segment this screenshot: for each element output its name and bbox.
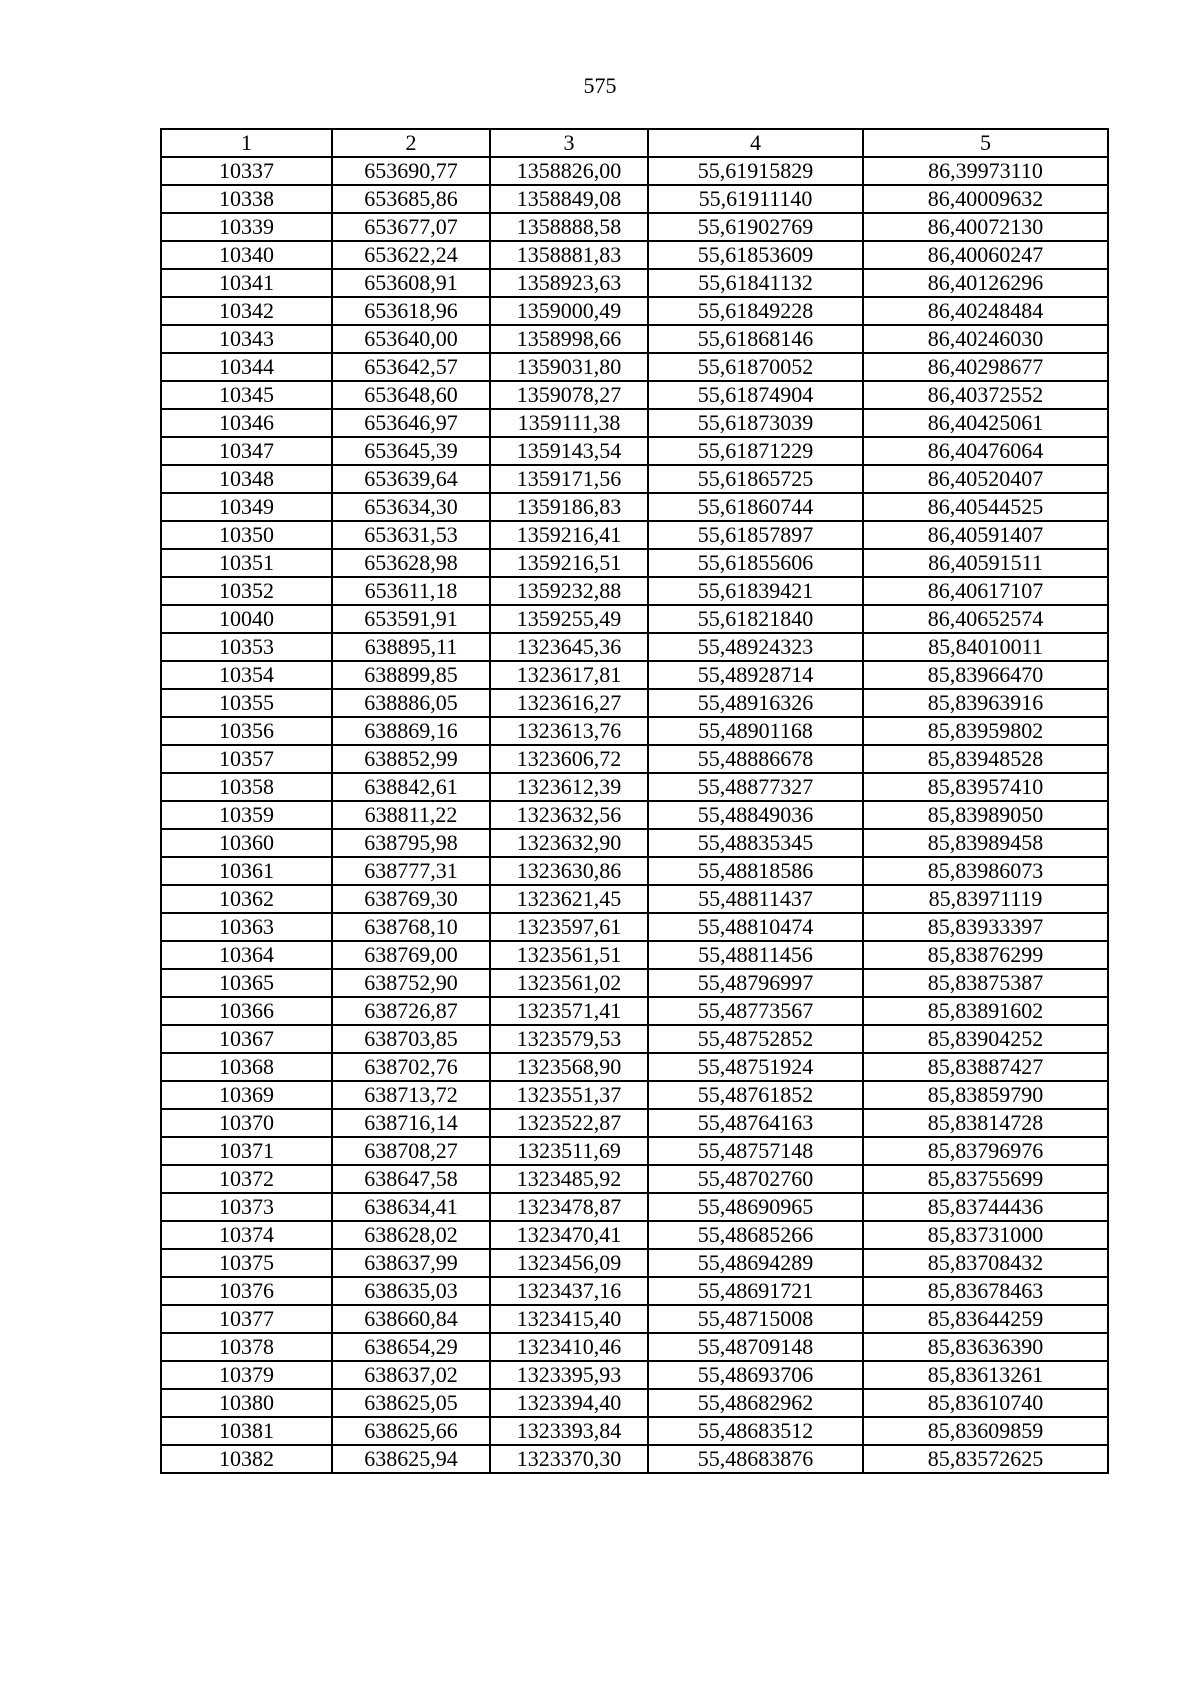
cell-x: 653634,30 [332, 493, 490, 521]
cell-latitude: 55,48682962 [648, 1389, 863, 1417]
cell-x: 653608,91 [332, 269, 490, 297]
cell-latitude: 55,48757148 [648, 1137, 863, 1165]
cell-longitude: 85,83755699 [863, 1165, 1108, 1193]
cell-point-number: 10364 [161, 941, 332, 969]
cell-x: 638628,02 [332, 1221, 490, 1249]
cell-longitude: 85,83959802 [863, 717, 1108, 745]
cell-longitude: 86,40476064 [863, 437, 1108, 465]
table-row [161, 353, 1108, 381]
cell-x: 638716,14 [332, 1109, 490, 1137]
cell-y: 1359186,83 [490, 493, 648, 521]
coordinates-table [160, 128, 1109, 1474]
cell-latitude: 55,48901168 [648, 717, 863, 745]
cell-latitude: 55,48796997 [648, 969, 863, 997]
cell-y: 1359078,27 [490, 381, 648, 409]
cell-x: 638647,58 [332, 1165, 490, 1193]
cell-longitude: 85,83971119 [863, 885, 1108, 913]
cell-latitude: 55,48683876 [648, 1445, 863, 1473]
cell-latitude: 55,48810474 [648, 913, 863, 941]
cell-point-number: 10376 [161, 1277, 332, 1305]
cell-y: 1359143,54 [490, 437, 648, 465]
cell-x: 653631,53 [332, 521, 490, 549]
cell-point-number: 10342 [161, 297, 332, 325]
cell-latitude: 55,61911140 [648, 185, 863, 213]
table-row [161, 325, 1108, 353]
cell-point-number: 10358 [161, 773, 332, 801]
cell-point-number: 10378 [161, 1333, 332, 1361]
cell-longitude: 85,83644259 [863, 1305, 1108, 1333]
cell-y: 1359232,88 [490, 577, 648, 605]
column-header-x: 2 [332, 129, 490, 157]
cell-x: 653640,00 [332, 325, 490, 353]
cell-longitude: 85,83904252 [863, 1025, 1108, 1053]
cell-point-number: 10351 [161, 549, 332, 577]
cell-y: 1358923,63 [490, 269, 648, 297]
cell-y: 1323395,93 [490, 1361, 648, 1389]
cell-latitude: 55,48916326 [648, 689, 863, 717]
cell-point-number: 10372 [161, 1165, 332, 1193]
cell-x: 653639,64 [332, 465, 490, 493]
cell-x: 638637,02 [332, 1361, 490, 1389]
cell-point-number: 10357 [161, 745, 332, 773]
cell-point-number: 10374 [161, 1221, 332, 1249]
cell-longitude: 85,83609859 [863, 1417, 1108, 1445]
cell-latitude: 55,61902769 [648, 213, 863, 241]
cell-latitude: 55,61865725 [648, 465, 863, 493]
cell-point-number: 10345 [161, 381, 332, 409]
table-row [161, 1193, 1108, 1221]
cell-y: 1359216,51 [490, 549, 648, 577]
cell-longitude: 85,83986073 [863, 857, 1108, 885]
cell-y: 1323551,37 [490, 1081, 648, 1109]
table-row [161, 157, 1108, 185]
page-number: 575 [583, 73, 617, 98]
cell-x: 638777,31 [332, 857, 490, 885]
cell-latitude: 55,48709148 [648, 1333, 863, 1361]
cell-y: 1323437,16 [490, 1277, 648, 1305]
cell-latitude: 55,48764163 [648, 1109, 863, 1137]
cell-y: 1323393,84 [490, 1417, 648, 1445]
cell-y: 1358888,58 [490, 213, 648, 241]
cell-point-number: 10353 [161, 633, 332, 661]
table-row [161, 773, 1108, 801]
header-row [161, 129, 1108, 157]
cell-latitude: 55,48811437 [648, 885, 863, 913]
cell-point-number: 10343 [161, 325, 332, 353]
cell-point-number: 10040 [161, 605, 332, 633]
cell-x: 638842,61 [332, 773, 490, 801]
cell-latitude: 55,61860744 [648, 493, 863, 521]
cell-x: 638852,99 [332, 745, 490, 773]
cell-y: 1323645,36 [490, 633, 648, 661]
cell-x: 653677,07 [332, 213, 490, 241]
cell-x: 653645,39 [332, 437, 490, 465]
table-row [161, 1333, 1108, 1361]
table-body [161, 157, 1108, 1473]
table-row [161, 1361, 1108, 1389]
cell-point-number: 10366 [161, 997, 332, 1025]
table-row [161, 1165, 1108, 1193]
cell-y: 1358998,66 [490, 325, 648, 353]
cell-latitude: 55,61849228 [648, 297, 863, 325]
cell-longitude: 86,40591407 [863, 521, 1108, 549]
cell-longitude: 86,40009632 [863, 185, 1108, 213]
cell-x: 638702,76 [332, 1053, 490, 1081]
cell-longitude: 85,83989458 [863, 829, 1108, 857]
cell-x: 638625,94 [332, 1445, 490, 1473]
cell-point-number: 10381 [161, 1417, 332, 1445]
cell-point-number: 10359 [161, 801, 332, 829]
table-row [161, 521, 1108, 549]
cell-longitude: 85,83957410 [863, 773, 1108, 801]
cell-latitude: 55,61841132 [648, 269, 863, 297]
table-row [161, 213, 1108, 241]
table-row [161, 1137, 1108, 1165]
table-row [161, 1445, 1108, 1473]
table-header [161, 129, 1108, 157]
cell-longitude: 85,83948528 [863, 745, 1108, 773]
cell-x: 638795,98 [332, 829, 490, 857]
cell-x: 638708,27 [332, 1137, 490, 1165]
cell-longitude: 85,83891602 [863, 997, 1108, 1025]
cell-x: 653685,86 [332, 185, 490, 213]
cell-y: 1323568,90 [490, 1053, 648, 1081]
cell-latitude: 55,48928714 [648, 661, 863, 689]
cell-point-number: 10348 [161, 465, 332, 493]
cell-longitude: 85,83933397 [863, 913, 1108, 941]
cell-y: 1323630,86 [490, 857, 648, 885]
cell-y: 1323597,61 [490, 913, 648, 941]
cell-point-number: 10340 [161, 241, 332, 269]
cell-x: 638634,41 [332, 1193, 490, 1221]
cell-x: 638811,22 [332, 801, 490, 829]
cell-x: 638752,90 [332, 969, 490, 997]
cell-x: 653646,97 [332, 409, 490, 437]
cell-x: 638654,29 [332, 1333, 490, 1361]
cell-longitude: 85,84010011 [863, 633, 1108, 661]
cell-latitude: 55,61853609 [648, 241, 863, 269]
cell-longitude: 86,40520407 [863, 465, 1108, 493]
cell-x: 653642,57 [332, 353, 490, 381]
cell-longitude: 85,83875387 [863, 969, 1108, 997]
table-row [161, 857, 1108, 885]
column-header-latitude: 4 [648, 129, 863, 157]
cell-point-number: 10354 [161, 661, 332, 689]
cell-y: 1323370,30 [490, 1445, 648, 1473]
cell-point-number: 10362 [161, 885, 332, 913]
cell-longitude: 86,40246030 [863, 325, 1108, 353]
cell-longitude: 86,40248484 [863, 297, 1108, 325]
cell-latitude: 55,48690965 [648, 1193, 863, 1221]
cell-longitude: 85,83610740 [863, 1389, 1108, 1417]
cell-y: 1323606,72 [490, 745, 648, 773]
cell-longitude: 85,83989050 [863, 801, 1108, 829]
cell-latitude: 55,61874904 [648, 381, 863, 409]
cell-latitude: 55,61871229 [648, 437, 863, 465]
cell-longitude: 85,83678463 [863, 1277, 1108, 1305]
cell-point-number: 10370 [161, 1109, 332, 1137]
table-row [161, 437, 1108, 465]
table-row [161, 465, 1108, 493]
cell-latitude: 55,48835345 [648, 829, 863, 857]
cell-point-number: 10350 [161, 521, 332, 549]
table-row [161, 549, 1108, 577]
cell-x: 653622,24 [332, 241, 490, 269]
table-row [161, 1417, 1108, 1445]
cell-longitude: 86,40298677 [863, 353, 1108, 381]
cell-y: 1323579,53 [490, 1025, 648, 1053]
cell-latitude: 55,61857897 [648, 521, 863, 549]
cell-y: 1323470,41 [490, 1221, 648, 1249]
cell-y: 1323561,51 [490, 941, 648, 969]
cell-latitude: 55,61855606 [648, 549, 863, 577]
cell-y: 1323571,41 [490, 997, 648, 1025]
cell-x: 653591,91 [332, 605, 490, 633]
cell-x: 653611,18 [332, 577, 490, 605]
table-row [161, 493, 1108, 521]
cell-x: 638869,16 [332, 717, 490, 745]
cell-y: 1359031,80 [490, 353, 648, 381]
table-row [161, 1221, 1108, 1249]
cell-y: 1359255,49 [490, 605, 648, 633]
cell-y: 1359171,56 [490, 465, 648, 493]
table-row [161, 661, 1108, 689]
cell-latitude: 55,48811456 [648, 941, 863, 969]
table-row [161, 633, 1108, 661]
cell-point-number: 10341 [161, 269, 332, 297]
column-header-point-number: 1 [161, 129, 332, 157]
table-row [161, 913, 1108, 941]
table-row [161, 185, 1108, 213]
cell-longitude: 86,40591511 [863, 549, 1108, 577]
cell-longitude: 85,83731000 [863, 1221, 1108, 1249]
cell-point-number: 10382 [161, 1445, 332, 1473]
cell-longitude: 85,83859790 [863, 1081, 1108, 1109]
cell-latitude: 55,61873039 [648, 409, 863, 437]
cell-longitude: 85,83572625 [863, 1445, 1108, 1473]
cell-latitude: 55,48751924 [648, 1053, 863, 1081]
cell-x: 638886,05 [332, 689, 490, 717]
cell-point-number: 10347 [161, 437, 332, 465]
cell-latitude: 55,48694289 [648, 1249, 863, 1277]
cell-y: 1358826,00 [490, 157, 648, 185]
cell-point-number: 10380 [161, 1389, 332, 1417]
cell-point-number: 10346 [161, 409, 332, 437]
cell-longitude: 86,40126296 [863, 269, 1108, 297]
table-row [161, 1053, 1108, 1081]
cell-x: 638768,10 [332, 913, 490, 941]
table-row [161, 885, 1108, 913]
cell-point-number: 10339 [161, 213, 332, 241]
cell-point-number: 10379 [161, 1361, 332, 1389]
cell-x: 638703,85 [332, 1025, 490, 1053]
table-row [161, 1249, 1108, 1277]
cell-x: 638769,30 [332, 885, 490, 913]
cell-x: 638895,11 [332, 633, 490, 661]
cell-point-number: 10373 [161, 1193, 332, 1221]
cell-point-number: 10375 [161, 1249, 332, 1277]
cell-longitude: 85,83887427 [863, 1053, 1108, 1081]
table-row [161, 941, 1108, 969]
cell-x: 638769,00 [332, 941, 490, 969]
cell-longitude: 85,83966470 [863, 661, 1108, 689]
cell-longitude: 85,83796976 [863, 1137, 1108, 1165]
cell-x: 638726,87 [332, 997, 490, 1025]
cell-y: 1323632,56 [490, 801, 648, 829]
table-row [161, 689, 1108, 717]
cell-x: 638637,99 [332, 1249, 490, 1277]
cell-longitude: 85,83963916 [863, 689, 1108, 717]
cell-longitude: 85,83814728 [863, 1109, 1108, 1137]
cell-point-number: 10355 [161, 689, 332, 717]
cell-y: 1358849,08 [490, 185, 648, 213]
cell-latitude: 55,61839421 [648, 577, 863, 605]
table-row [161, 969, 1108, 997]
cell-point-number: 10338 [161, 185, 332, 213]
cell-x: 638625,66 [332, 1417, 490, 1445]
cell-longitude: 85,83613261 [863, 1361, 1108, 1389]
cell-y: 1323613,76 [490, 717, 648, 745]
cell-longitude: 86,40425061 [863, 409, 1108, 437]
table-row [161, 1389, 1108, 1417]
cell-point-number: 10360 [161, 829, 332, 857]
cell-longitude: 85,83708432 [863, 1249, 1108, 1277]
cell-latitude: 55,48877327 [648, 773, 863, 801]
cell-y: 1323632,90 [490, 829, 648, 857]
cell-latitude: 55,61915829 [648, 157, 863, 185]
table-row [161, 269, 1108, 297]
cell-y: 1323561,02 [490, 969, 648, 997]
cell-x: 638660,84 [332, 1305, 490, 1333]
cell-x: 653690,77 [332, 157, 490, 185]
column-header-y: 3 [490, 129, 648, 157]
table-row [161, 1305, 1108, 1333]
cell-latitude: 55,48683512 [648, 1417, 863, 1445]
table-row [161, 577, 1108, 605]
table-row [161, 1081, 1108, 1109]
cell-x: 638635,03 [332, 1277, 490, 1305]
cell-point-number: 10349 [161, 493, 332, 521]
cell-longitude: 86,40372552 [863, 381, 1108, 409]
table-row [161, 801, 1108, 829]
table-row [161, 717, 1108, 745]
cell-latitude: 55,48693706 [648, 1361, 863, 1389]
cell-latitude: 55,48818586 [648, 857, 863, 885]
column-header-longitude: 5 [863, 129, 1108, 157]
cell-y: 1323485,92 [490, 1165, 648, 1193]
cell-x: 638713,72 [332, 1081, 490, 1109]
cell-y: 1358881,83 [490, 241, 648, 269]
cell-latitude: 55,48685266 [648, 1221, 863, 1249]
cell-longitude: 86,39973110 [863, 157, 1108, 185]
cell-y: 1323456,09 [490, 1249, 648, 1277]
cell-longitude: 85,83744436 [863, 1193, 1108, 1221]
cell-x: 653628,98 [332, 549, 490, 577]
cell-point-number: 10352 [161, 577, 332, 605]
cell-latitude: 55,48773567 [648, 997, 863, 1025]
cell-longitude: 86,40617107 [863, 577, 1108, 605]
cell-x: 653648,60 [332, 381, 490, 409]
cell-longitude: 86,40652574 [863, 605, 1108, 633]
cell-point-number: 10344 [161, 353, 332, 381]
cell-y: 1323617,81 [490, 661, 648, 689]
cell-y: 1359216,41 [490, 521, 648, 549]
cell-point-number: 10371 [161, 1137, 332, 1165]
cell-y: 1323394,40 [490, 1389, 648, 1417]
cell-latitude: 55,61821840 [648, 605, 863, 633]
cell-point-number: 10365 [161, 969, 332, 997]
cell-point-number: 10368 [161, 1053, 332, 1081]
cell-y: 1323522,87 [490, 1109, 648, 1137]
cell-longitude: 86,40072130 [863, 213, 1108, 241]
cell-y: 1323612,39 [490, 773, 648, 801]
cell-latitude: 55,48702760 [648, 1165, 863, 1193]
cell-y: 1323415,40 [490, 1305, 648, 1333]
cell-point-number: 10363 [161, 913, 332, 941]
cell-y: 1323478,87 [490, 1193, 648, 1221]
cell-latitude: 55,48849036 [648, 801, 863, 829]
cell-longitude: 85,83876299 [863, 941, 1108, 969]
cell-point-number: 10356 [161, 717, 332, 745]
cell-x: 638899,85 [332, 661, 490, 689]
table-row [161, 745, 1108, 773]
cell-point-number: 10377 [161, 1305, 332, 1333]
cell-latitude: 55,61870052 [648, 353, 863, 381]
cell-longitude: 86,40544525 [863, 493, 1108, 521]
cell-y: 1323410,46 [490, 1333, 648, 1361]
table-row [161, 1025, 1108, 1053]
cell-point-number: 10369 [161, 1081, 332, 1109]
cell-x: 653618,96 [332, 297, 490, 325]
cell-longitude: 86,40060247 [863, 241, 1108, 269]
cell-y: 1359000,49 [490, 297, 648, 325]
cell-point-number: 10361 [161, 857, 332, 885]
table-row [161, 409, 1108, 437]
cell-latitude: 55,48886678 [648, 745, 863, 773]
cell-latitude: 55,48761852 [648, 1081, 863, 1109]
cell-latitude: 55,48924323 [648, 633, 863, 661]
table-row [161, 829, 1108, 857]
cell-latitude: 55,48691721 [648, 1277, 863, 1305]
cell-longitude: 85,83636390 [863, 1333, 1108, 1361]
table-row [161, 241, 1108, 269]
cell-latitude: 55,48752852 [648, 1025, 863, 1053]
table-row [161, 381, 1108, 409]
cell-y: 1323616,27 [490, 689, 648, 717]
table-row [161, 297, 1108, 325]
cell-x: 638625,05 [332, 1389, 490, 1417]
cell-latitude: 55,61868146 [648, 325, 863, 353]
cell-point-number: 10367 [161, 1025, 332, 1053]
cell-y: 1323511,69 [490, 1137, 648, 1165]
cell-y: 1359111,38 [490, 409, 648, 437]
table-row [161, 1109, 1108, 1137]
table-row [161, 997, 1108, 1025]
cell-y: 1323621,45 [490, 885, 648, 913]
cell-latitude: 55,48715008 [648, 1305, 863, 1333]
table-row [161, 1277, 1108, 1305]
table-row [161, 605, 1108, 633]
cell-point-number: 10337 [161, 157, 332, 185]
